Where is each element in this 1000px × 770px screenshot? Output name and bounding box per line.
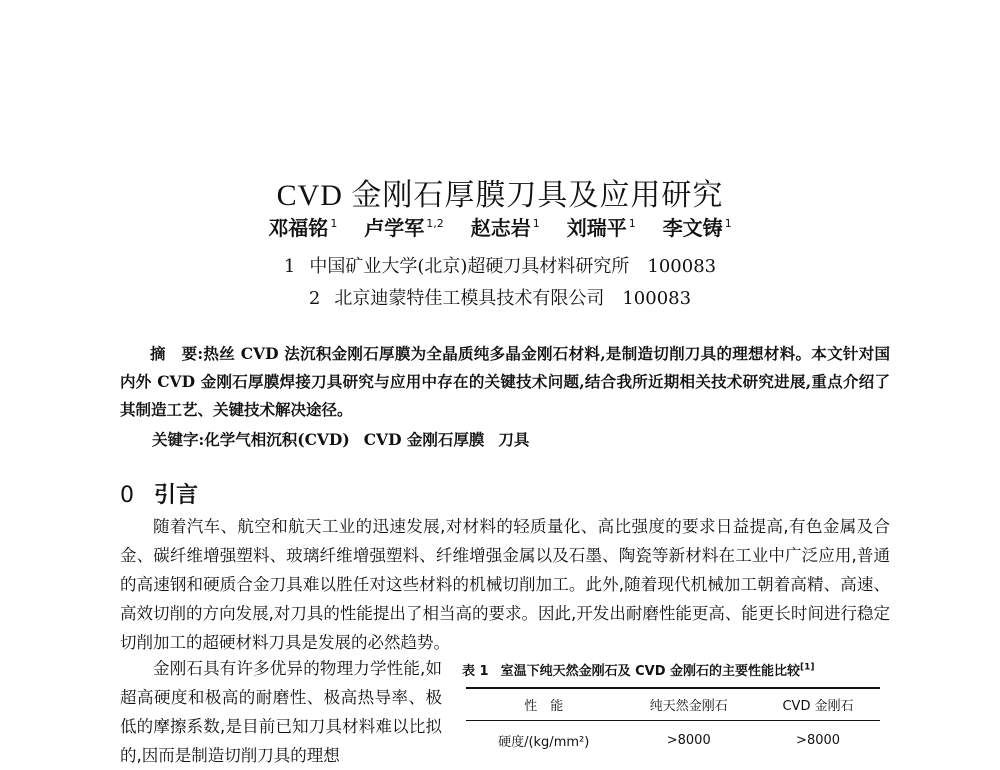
table-caption: 表 1 室温下纯天然金刚石及 CVD 金刚石的主要性能比较[1] xyxy=(462,662,815,679)
author-list xyxy=(0,212,1000,241)
column-header: 性 能 xyxy=(524,699,564,714)
paper-title: CVD 金刚石厚膜刀具及应用研究 xyxy=(276,179,724,212)
keywords xyxy=(152,428,543,450)
paragraph: 随着汽车、航空和航天工业的迅速发展,对材料的轻质量化、高比强度的要求日益提高,有色金属及合金、碳纤维增强塑料、玻璃纤维增强塑料、纤维增强金属以及石墨、陶瓷等新材料在工业中广泛应用,普通的高速钢和硬质合金刀具难以胜任对这些材料的机械切削加工。此外,随着现代机械加工朝着高精、高速、高效切削的方向发展,对刀具的性能提出了相当高的要求。因此,开发出耐磨性能更高、能更长时间进行稳定切削加工的超硬材料刀具是发展的必然趋势。 xyxy=(120,517,890,652)
paragraph: 金刚石具有许多优异的物理力学性能,如超高硬度和极高的耐磨性、极高热导率、极低的摩擦系数,是目前已知刀具材料难以比拟的,因而是制造切削刀具的理想 xyxy=(120,659,442,765)
author: 赵志岩 $^1$ xyxy=(470,216,540,240)
affiliation-1: 1 中国矿业大学(北京)超硬刀具材料研究所 100083 xyxy=(283,256,717,277)
column-header: CVD 金刚石 xyxy=(782,699,854,714)
keywords-label: 关键字: xyxy=(152,430,205,449)
table-cell: 硬度/(kg/mm²) xyxy=(498,735,590,750)
section-heading: 0 引言 xyxy=(120,483,199,508)
body-text xyxy=(120,512,890,657)
column-header: 纯天然金刚石 xyxy=(649,699,728,714)
keyword: CVD 金刚石厚膜 xyxy=(363,430,485,449)
abstract-text: 热丝 CVD 法沉积金刚石厚膜为全晶质纯多晶金刚石材料,是制造切削刀具的理想材料。本文针对国内外 CVD 金刚石厚膜焊接刀具研究与应用中存在的关键技术问题,结合我所近期相关技术研究进展,重点介绍了其制造工艺、关键技术解决途径。 xyxy=(120,344,890,419)
author: 李文铸 $^1$ xyxy=(662,216,732,240)
table-cell: >8000 xyxy=(666,733,711,748)
author: 卢学军 $^{1,2}$ xyxy=(364,216,444,240)
abstract-label: 摘 要: xyxy=(150,344,204,363)
keyword: 刀具 xyxy=(498,430,530,449)
body-text-column xyxy=(120,654,442,770)
abstract xyxy=(120,340,890,424)
author: 邓福铭 $^1$ xyxy=(268,216,338,240)
table-1 xyxy=(462,660,890,760)
table-row xyxy=(466,721,880,761)
author: 刘瑞平 $^1$ xyxy=(566,216,636,240)
property-table xyxy=(466,687,880,760)
affiliation-2: 2 北京迪蒙特佳工模具技术有限公司 100083 xyxy=(308,288,692,309)
table-cell: >8000 xyxy=(796,733,841,748)
keyword: 化学气相沉积(CVD) xyxy=(204,430,350,449)
